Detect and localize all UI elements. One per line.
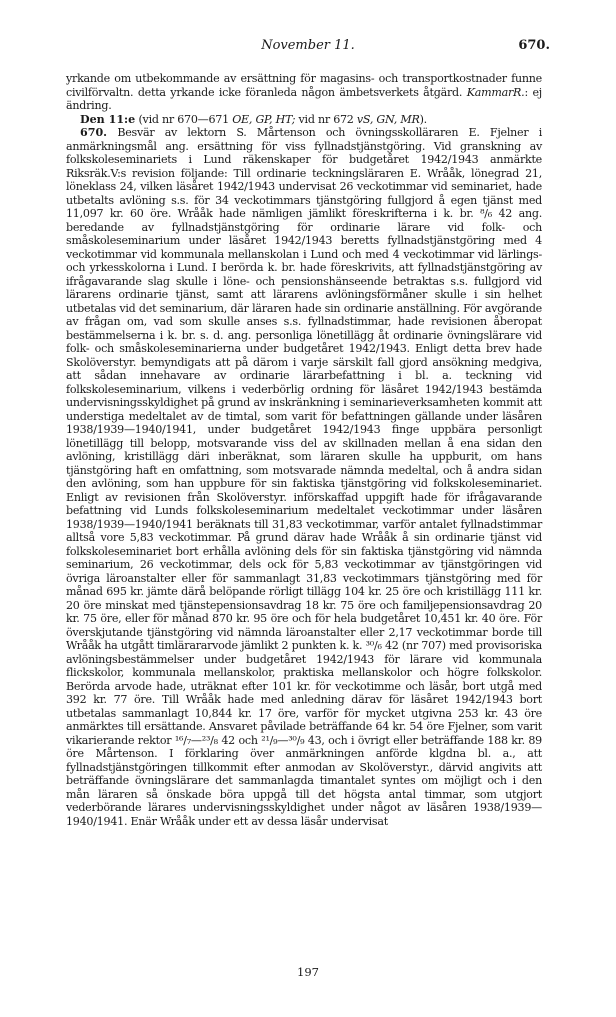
running-header — [66, 38, 550, 58]
paragraph — [66, 113, 542, 127]
header-page-number: 670. — [518, 38, 550, 53]
paragraph — [66, 126, 542, 828]
text-run: (vid nr 670—671 — [135, 112, 233, 126]
bold-text: Den 11:e — [80, 112, 136, 126]
header-date: November 11. — [261, 38, 355, 53]
italic-text: OE, GP, HT; — [232, 112, 296, 126]
text-run: ). — [419, 112, 427, 126]
italic-text: vS, GN, MR — [356, 112, 420, 126]
body-text — [66, 72, 542, 828]
italic-text: KammarR. — [466, 85, 525, 99]
text-run: vid nr 672 — [295, 112, 357, 126]
paragraph — [66, 72, 542, 113]
text-run: Besvär av lektorn S. Mårtenson och övningsskolläraren E. Fjelner i anmärkningsmål ang. ersättning för viss fyllnadstjänstgöring. Vid granskning av folkskoleseminariets i Lund räkenskaper för budgetåret 1942/1943 anmärkte Riksräk.V:s revision följande: Till ordinarie teckningsläraren E. Wrååk, lönegrad 21, löneklass 24, vilken läsåret 1942/1943 undervisat 26 veckotimmar vid seminariet, hade utbetalts avlöning s.s. för 34 veckotimmars tjänstgöring fullgjord å egen tjänst med 11,097 kr. 60 öre. Wrååk hade nämligen jämlikt föreskrifterna i k. br. ⁸/₆ 42 ang. beredande av fyllnadstjänstgöring för ordinarie lärare vid folk- och småskoleseminarium under läsåret 1942/1943 beretts fyllnadstjänstgöring med 4 veckotimmar vid kommunala mellanskolan i Lund och med 4 veckotimmar vid lärlings- och yrkesskolorna i Lund. I berörda k. br. hade föreskrivits, att fyllnadstjänstgöring av ifrågavarande slag skulle i löne- och pensionshänseende betraktas s.s. fullgjord vid lärarens ordinarie tjänst, samt att lärarens avlöningsförmåner skulle i sin helhet utbetalas vid det seminarium, där läraren hade sin ordinarie anställning. För avgörande av frågan om, vad som skulle anses s.s. fyllnadstimmar, hade revisionen åberopat bestämmelserna i k. br. s. d. ang. personliga lönetillägg åt ordinarie övningslärare vid folk- och småskoleseminarierna under budgetåret 1942/1943. Enligt detta brev hade Skolöverstyr. bemyndigats att på därom i varje särskilt fall gjord ansökning medgiva, att sådan innehavare av ordinarie lärarbefattning i bl. a. teckning vid folkskoleseminarium, vilkens i vederbörlig ordning för läsåret 1942/1943 bestämda undervisningsskyldighet på grund av inskränkning i seminarieverksamheten kommit att understiga medeltalet av de timtal, som varit för befattningen gällande under läsåren 1938/1939—1940/1941, under budgetåret 1942/1943 finge uppbära personligt lönetillägg till belopp, motsvarande viss del av skillnaden mellan å ena sidan den avlöning, kristillägg däri inberäknat, som läraren skulle ha uppburit, om hans tjänstgöring haft en omfattning, som motsvarade nämnda medeltal, och å andra sidan den avlöning, som han uppbure för sin faktiska tjänstgöring vid folkskoleseminariet. Enligt av revisionen från Skolöverstyr. införskaffad uppgift hade för ifrågavarande befattning vid Lunds folkskoleseminarium medeltalet veckotimmar under läsåren 1938/1939—1940/1941 beräknats till 31,83 veckotimmar, varför antalet fyllnadstimmar alltså vore 5,83 veckotimmar. På grund därav hade Wrååk å sin ordinarie tjänst vid folkskoleseminariet bort erhålla avlöning dels för sin faktiska tjänstgöring vid nämnda seminarium, 26 veckotimmar, dels ock för 5,83 veckotimmar av tjänstgöringen vid övriga läroanstalter eller för sammanlagt 31,83 veckotimmars tjänstgöring med för månad 695 kr. jämte därå belöpande rörligt tillägg 104 kr. 25 öre och kristillägg 111 kr. 20 öre minskat med tjänstepensionsavdrag 18 kr. 75 öre och familjepensionsavdrag 20 kr. 75 öre, eller för månad 870 kr. 95 öre och för hela budgetåret 10,451 kr. 40 öre. För överskjutande tjänstgöring vid nämnda läroanstalter eller 2,17 veckotimmar borde till Wrååk ha utgått timlärararvode jämlikt 2 punkten k. k. ³⁰/₆ 42 (nr 707) med provisoriska avlöningsbestämmelser under budgetåret 1942/1943 för lärare vid kommunala flickskolor, kommunala mellanskolor, praktiska mellanskolor och högre folkskolor. Berörda arvode hade, uträknat efter 101 kr. för veckotimme och läsår, bort utgå med 392 kr. 77 öre. Till Wrååk hade med anledning därav för läsåret 1942/1943 bort utbetalas sammanlagt 10,844 kr. 17 öre, varför för mycket utgivna 253 kr. 43 öre anmärktes till ersättande. Ansvaret påvilade beträffande 64 kr. 54 öre Fjelner, som varit vikarierande rektor ¹⁶/₇—²³/₈ 42 och ²¹/₉—³⁰/₉ 43, och i övrigt eller beträffande 188 kr. 89 öre Mårtenson. I förklaring över anmärkningen anförde klgdna bl. a., att fyllnadstjänstgöringen tillkommit efter anmodan av Skolöverstyr., därvid angivits att beträffande övningslärare det sammanlagda timantalet syntes om möjligt och i den mån läraren så önskade böra uppgå till det högsta antal timmar, som utgjort vederbörande lärares undervisningsskyldighet under något av läsåren 1938/1939—1940/1941. Enär Wrååk under ett av dessa läsår undervisat — [66, 126, 542, 828]
bold-text: 670. — [80, 126, 108, 139]
footer-page-number: 197 — [297, 965, 319, 979]
text-run: yrkande om utbekommande av ersättning för magasins- och transportkostnader funne civilförvaltn. detta yrkande icke föranleda någon ämbetsverkets åtgärd. — [66, 72, 542, 99]
text-run: : ej ändring. — [66, 85, 542, 112]
